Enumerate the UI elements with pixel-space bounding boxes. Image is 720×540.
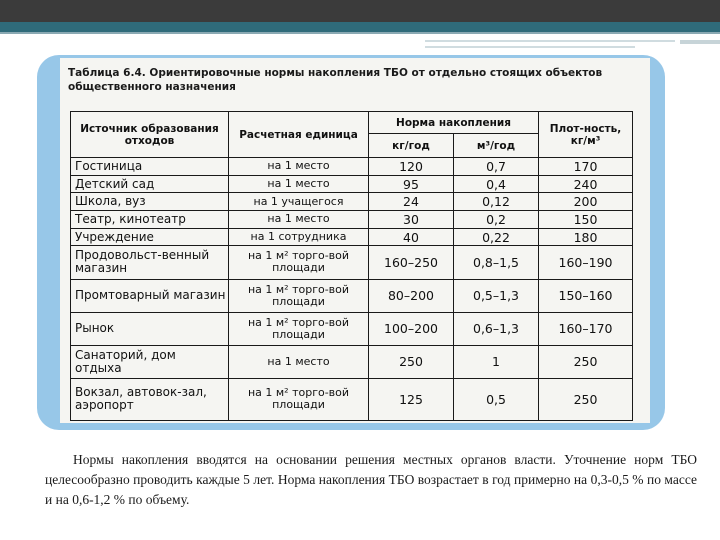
table-row: [71, 193, 633, 211]
slide-top-bar: [0, 0, 720, 22]
row-norm-m3: 0,2: [454, 211, 539, 229]
table-row: [71, 312, 633, 345]
row-source: Рынок: [71, 312, 229, 345]
row-density: 250: [539, 345, 633, 378]
row-norm-m3: 0,8–1,5: [454, 246, 539, 279]
row-density: 250: [539, 378, 633, 420]
header-density: Плот-ность, кг/м³: [539, 112, 633, 158]
row-source: Санаторий, дом отдыха: [71, 345, 229, 378]
table-row: [71, 175, 633, 193]
row-source: Детский сад: [71, 175, 229, 193]
slide-accent-line: [0, 32, 720, 34]
table-row: [71, 228, 633, 246]
row-unit: на 1 место: [229, 175, 369, 193]
row-unit: на 1 м² торго-вой площади: [229, 312, 369, 345]
table-row: [71, 211, 633, 229]
row-norm-kg: 160–250: [369, 246, 454, 279]
row-norm-kg: 125: [369, 378, 454, 420]
table-row: [71, 345, 633, 378]
row-norm-m3: 0,22: [454, 228, 539, 246]
row-density: 150: [539, 211, 633, 229]
row-norm-m3: 0,7: [454, 158, 539, 176]
body-paragraph: [45, 450, 697, 510]
header-norm: Норма накопления: [369, 112, 539, 134]
row-norm-m3: 1: [454, 345, 539, 378]
row-norm-kg: 24: [369, 193, 454, 211]
row-density: 150–160: [539, 279, 633, 312]
slide-accent-strip: [0, 22, 720, 32]
table-row: [71, 378, 633, 420]
row-norm-kg: 30: [369, 211, 454, 229]
decor-line: [425, 46, 635, 48]
row-unit: на 1 м² торго-вой площади: [229, 378, 369, 420]
row-norm-kg: 100–200: [369, 312, 454, 345]
row-source: Учреждение: [71, 228, 229, 246]
table-caption: Таблица 6.4. Ориентировочные нормы накопления ТБО от отдельно стоящих объектов общественного назначения: [68, 67, 603, 93]
row-norm-kg: 40: [369, 228, 454, 246]
row-norm-m3: 0,5–1,3: [454, 279, 539, 312]
row-unit: на 1 учащегося: [229, 193, 369, 211]
row-norm-m3: 0,5: [454, 378, 539, 420]
row-norm-kg: 250: [369, 345, 454, 378]
row-density: 240: [539, 175, 633, 193]
row-source: Гостиница: [71, 158, 229, 176]
row-density: 160–190: [539, 246, 633, 279]
row-unit: на 1 место: [229, 345, 369, 378]
row-source: Театр, кинотеатр: [71, 211, 229, 229]
body-paragraph-text: Нормы накопления вводятся на основании решения местных органов власти. Уточнение норм ТБО целесообразно проводить каждые 5 лет. Норма накопления ТБО возрастает в год примерно на 0,3-0,5 % по массе и на 0,6-1,2 % по объему.: [45, 452, 697, 507]
decor-line: [425, 40, 675, 42]
row-density: 180: [539, 228, 633, 246]
row-norm-m3: 0,6–1,3: [454, 312, 539, 345]
row-density: 160–170: [539, 312, 633, 345]
table-row: [71, 279, 633, 312]
row-source: Вокзал, автовок-зал, аэропорт: [71, 378, 229, 420]
row-density: 200: [539, 193, 633, 211]
row-source: Продовольст-венный магазин: [71, 246, 229, 279]
row-density: 170: [539, 158, 633, 176]
row-unit: на 1 м² торго-вой площади: [229, 279, 369, 312]
row-unit: на 1 место: [229, 158, 369, 176]
row-unit: на 1 м² торго-вой площади: [229, 246, 369, 279]
table-row: [71, 158, 633, 176]
norms-table: [70, 111, 633, 421]
header-norm-m3: м³/год: [454, 134, 539, 158]
row-source: Промтоварный магазин: [71, 279, 229, 312]
row-norm-kg: 120: [369, 158, 454, 176]
row-unit: на 1 сотрудника: [229, 228, 369, 246]
row-source: Школа, вуз: [71, 193, 229, 211]
header-unit: Расчетная единица: [229, 112, 369, 158]
header-norm-kg: кг/год: [369, 134, 454, 158]
row-norm-kg: 95: [369, 175, 454, 193]
table-row: [71, 246, 633, 279]
decor-line: [680, 40, 720, 44]
row-norm-m3: 0,12: [454, 193, 539, 211]
row-norm-m3: 0,4: [454, 175, 539, 193]
row-unit: на 1 место: [229, 211, 369, 229]
row-norm-kg: 80–200: [369, 279, 454, 312]
header-source: Источник образования отходов: [71, 112, 229, 158]
norms-table-body: [71, 158, 633, 421]
